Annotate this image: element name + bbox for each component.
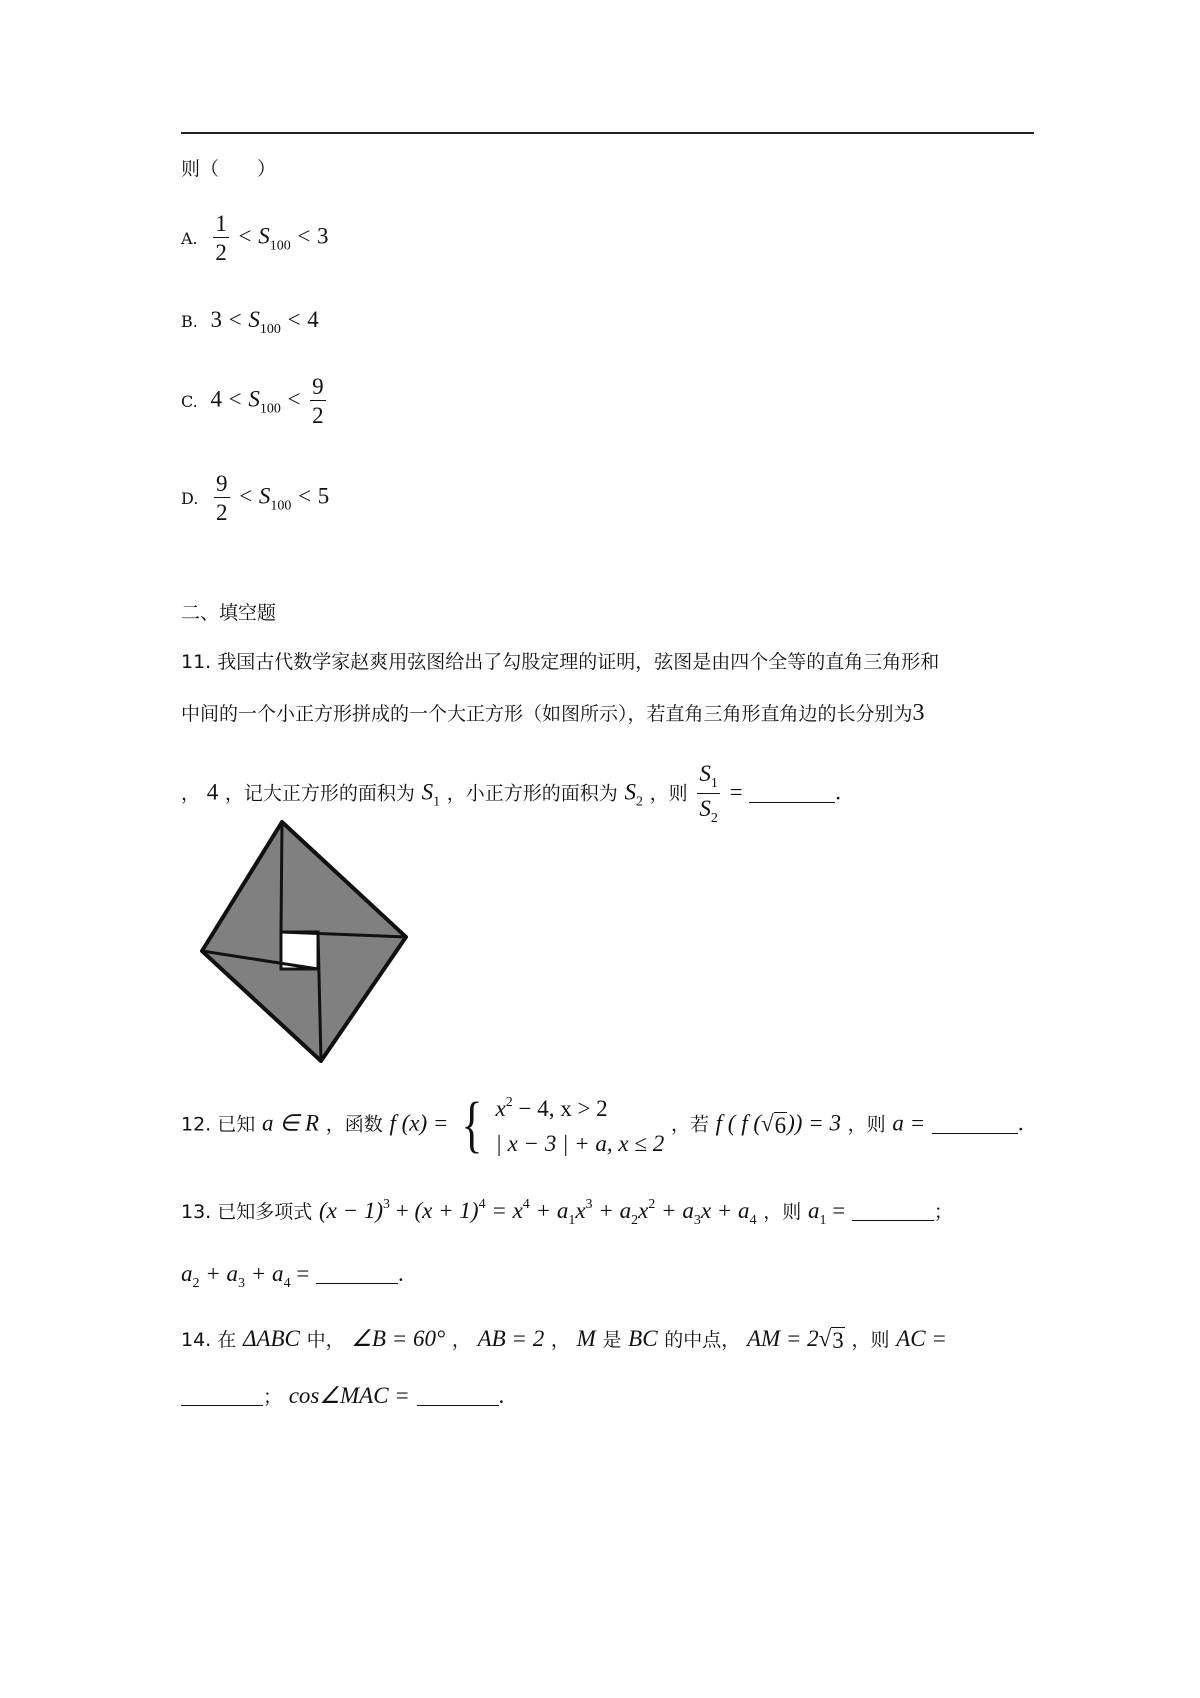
piecewise-cases: $x^2 - 4$, x > 2 | x − 3 | + a, x ≤ 2	[495, 1094, 665, 1156]
q13-a1-blank[interactable]	[852, 1219, 934, 1221]
q11-line1: 11. 我国古代数学家赵爽用弦图给出了勾股定理的证明，弦图是由四个全等的直角三角形和	[181, 651, 940, 673]
q14-line2: ； cos∠MAC = .	[181, 1384, 504, 1407]
header-rule	[181, 132, 1034, 134]
option-b[interactable]: B. $3 < S_{100} < 4$	[181, 307, 319, 337]
option-a-left-frac: $\frac{1}{2}$	[215, 211, 227, 265]
q11-line3: ， 4 ，记大正方形的面积为 $S_1$ ，小正方形的面积为 $S_2$ ，则 $\frac{S_1}{S_2}$ = .	[181, 761, 841, 826]
xian-diagram-shape	[202, 822, 406, 1061]
xian-diagram	[196, 820, 426, 1080]
q12: 12. 已知 a ∈ R ，函数 f (x) = { $x^2 - 4$, x > 2 | x − 3 | + a, x ≤ 2 ，若 f ( f (√ 6 )) = 3 ，则 a = .	[181, 1091, 1024, 1159]
q14-ac-blank[interactable]	[181, 1404, 263, 1406]
q14-line1: 14. 在 ΔABC 中， ∠B = 60° ， AB = 2 ， M 是 BC 的中点， AM = 2√ 3 ，则 AC =	[181, 1326, 947, 1353]
q14-cos-blank[interactable]	[417, 1404, 499, 1406]
q11-line2: 中间的一个小正方形拼成的一个大正方形（如图所示），若直角三角形直角边的长分别为3	[181, 700, 925, 726]
triangle-edge-1	[281, 822, 282, 932]
q13-line2: $a_2 + a_3 + a_4$ = .	[181, 1261, 404, 1291]
piecewise-brace: {	[461, 1091, 483, 1159]
option-a-label: A.	[181, 228, 198, 248]
option-c-label: C.	[181, 391, 198, 411]
option-d-label: D.	[181, 488, 199, 508]
q13-sum-blank[interactable]	[316, 1282, 398, 1284]
option-d-left-frac: $\frac{9}{2}$	[216, 471, 228, 525]
option-c[interactable]: C. $4 < S_{100}$ < $\frac{9}{2}$	[181, 374, 324, 428]
q11-ratio-frac: $\frac{S_1}{S_2}$	[699, 761, 718, 826]
q13-line1: 13. 已知多项式 $(x - 1)^3 + (x + 1)^4 = x^4 + a_1x^3 + a_2x^2 + a_3x + a_4$ ，则 $a_1$ = ；	[181, 1197, 953, 1228]
q12-answer-blank[interactable]	[932, 1132, 1018, 1134]
q11-answer-blank[interactable]	[749, 801, 835, 803]
option-a[interactable]: A. $\frac{1}{2}$ < $S_{100} < 3$	[181, 211, 329, 265]
option-d[interactable]: D. $\frac{9}{2}$ < $S_{100} < 5$	[181, 471, 330, 525]
section-title: 二、填空题	[181, 602, 277, 624]
option-b-label: B.	[181, 312, 198, 331]
option-c-right-frac: $\frac{9}{2}$	[312, 374, 324, 428]
question-tail: 则（ ）	[181, 158, 277, 180]
